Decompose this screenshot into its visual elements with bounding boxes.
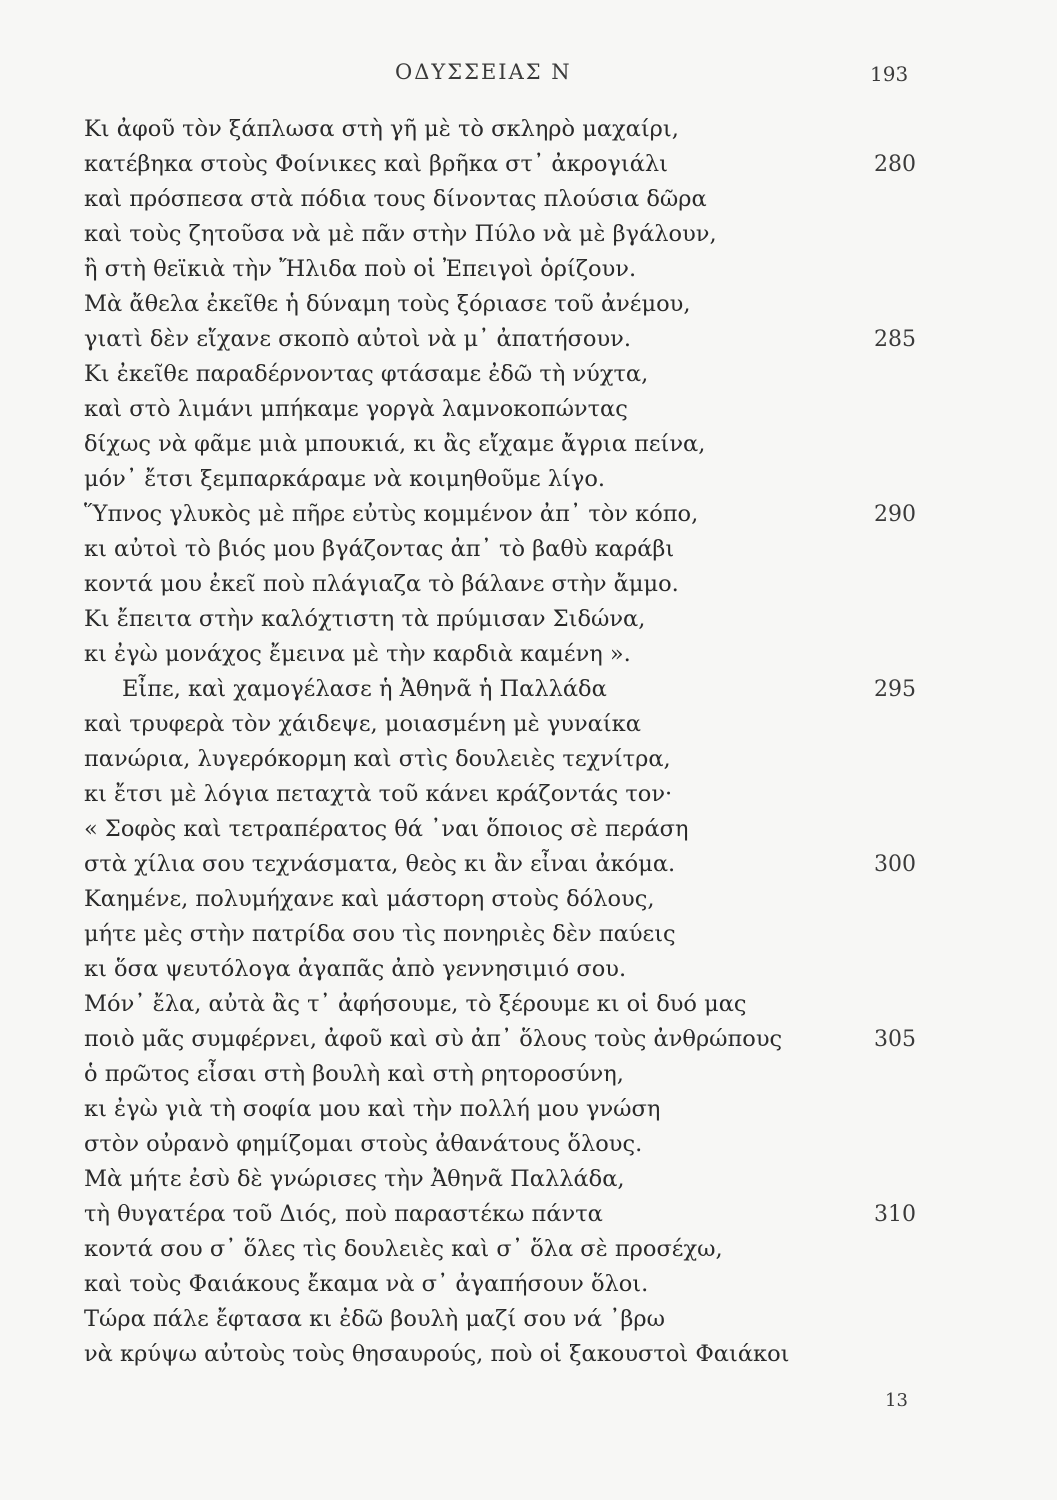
verse-text: ἢ στὴ θεϊκιὰ τὴν Ἤλιδα ποὺ οἱ Ἐπειγοὶ ὁρίζουν. <box>84 256 637 282</box>
line-number: 285 <box>874 327 916 352</box>
line-number: 305 <box>874 1027 916 1052</box>
verse-text: κι ὅσα ψευτόλογα ἀγαπᾶς ἀπὸ γεννησιμιό σου. <box>84 956 627 982</box>
verse-line <box>84 112 944 147</box>
verse-line <box>84 322 944 357</box>
verse-line <box>84 847 944 882</box>
verse-line <box>84 1022 944 1057</box>
verse-line <box>84 462 944 497</box>
verse-text: Μόν᾽ ἔλα, αὐτὰ ἂς τ᾽ ἀφήσουμε, τὸ ξέρουμε κι οἱ δυό μας <box>84 991 747 1017</box>
verse-line <box>84 532 944 567</box>
verse-text: πανώρια, λυγερόκορμη καὶ στὶς δουλειὲς τεχνίτρα, <box>84 746 671 772</box>
verse-line <box>84 1092 944 1127</box>
verse-text: καὶ στὸ λιμάνι μπήκαμε γοργὰ λαμνοκοπώντας <box>84 396 628 422</box>
verse-line <box>84 1267 944 1302</box>
verse-line <box>84 1232 944 1267</box>
verse-line <box>84 742 944 777</box>
verse-text: Κι ἀφοῦ τὸν ξάπλωσα στὴ γῆ μὲ τὸ σκληρὸ μαχαίρι, <box>84 116 679 142</box>
verse-line <box>84 812 944 847</box>
verse-text: Μὰ ἄθελα ἐκεῖθε ἡ δύναμη τοὺς ξόριασε τοῦ ἀνέμου, <box>84 291 691 317</box>
verse-line <box>84 1127 944 1162</box>
verse-text: κατέβηκα στοὺς Φοίνικες καὶ βρῆκα στ᾽ ἀκρογιάλι <box>84 151 668 177</box>
verse-text: γιατὶ δὲν εἴχανε σκοπὸ αὐτοὶ νὰ μ᾽ ἀπατήσουν. <box>84 326 631 352</box>
verse-line <box>84 217 944 252</box>
page-number: 193 <box>870 62 909 86</box>
verse-text: Κι ἔπειτα στὴν καλόχτιστη τὰ πρύμισαν Σιδώνα, <box>84 606 646 632</box>
line-number: 290 <box>874 502 916 527</box>
verse-line <box>84 287 944 322</box>
verse-line <box>84 672 944 707</box>
verse-line <box>84 182 944 217</box>
verse-line <box>84 707 944 742</box>
verse-line <box>84 1197 944 1232</box>
verse-text: στὸν οὐρανὸ φημίζομαι στοὺς ἀθανάτους ὅλους. <box>84 1131 643 1157</box>
verse-text: Κι ἐκεῖθε παραδέρνοντας φτάσαμε ἐδῶ τὴ νύχτα, <box>84 361 649 387</box>
verse-line <box>84 147 944 182</box>
verse-line <box>84 252 944 287</box>
verse-text: νὰ κρύψω αὐτοὺς τοὺς θησαυρούς, ποὺ οἱ ξακουστοὶ Φαιάκοι <box>84 1341 790 1367</box>
verse-line <box>84 567 944 602</box>
verse-text: κι ἐγὼ μονάχος ἔμεινα μὲ τὴν καρδιὰ καμένη ». <box>84 641 631 667</box>
verse-line <box>84 952 944 987</box>
verse-text: κι αὐτοὶ τὸ βιός μου βγάζοντας ἀπ᾽ τὸ βαθὺ καράβι <box>84 536 675 562</box>
verse-text: Τώρα πάλε ἔφτασα κι ἐδῶ βουλὴ μαζί σου νά ᾽βρω <box>84 1306 666 1332</box>
verse-text: καὶ τοὺς ζητοῦσα νὰ μὲ πᾶν στὴν Πύλο νὰ μὲ βγάλουν, <box>84 221 717 247</box>
verse-line <box>84 1057 944 1092</box>
verse-line <box>84 987 944 1022</box>
verse-text: στὰ χίλια σου τεχνάσματα, θεὸς κι ἂν εἶναι ἀκόμα. <box>84 851 676 877</box>
line-number: 300 <box>874 852 916 877</box>
verse-line <box>84 882 944 917</box>
verse-line <box>84 427 944 462</box>
verse-text: ὁ πρῶτος εἶσαι στὴ βουλὴ καὶ στὴ ρητοροσύνη, <box>84 1061 624 1087</box>
verse-text: Καημένε, πολυμήχανε καὶ μάστορη στοὺς δόλους, <box>84 886 655 912</box>
verse-text: καὶ τοὺς Φαιάκους ἔκαμα νὰ σ᾽ ἀγαπήσουν ὅλοι. <box>84 1271 649 1297</box>
verse-line <box>84 777 944 812</box>
verse-text: δίχως νὰ φᾶμε μιὰ μπουκιά, κι ἂς εἴχαμε ἄγρια πείνα, <box>84 431 706 457</box>
signature-mark: 13 <box>885 1390 908 1411</box>
verse-line <box>84 497 944 532</box>
verse-line <box>84 602 944 637</box>
verse-line <box>84 357 944 392</box>
line-number: 280 <box>874 152 916 177</box>
verse-text: κοντά μου ἐκεῖ ποὺ πλάγιαζα τὸ βάλανε στὴν ἄμμο. <box>84 571 679 597</box>
verse-line <box>84 392 944 427</box>
verse-text: καὶ τρυφερὰ τὸν χάιδεψε, μοιασμένη μὲ γυναίκα <box>84 711 641 737</box>
verse-text: κοντά σου σ᾽ ὅλες τὶς δουλειὲς καὶ σ᾽ ὅλα σὲ προσέχω, <box>84 1236 723 1262</box>
verse-text: Ὕπνος γλυκὸς μὲ πῆρε εὐτὺς κομμένον ἀπ᾽ τὸν κόπο, <box>84 501 699 527</box>
verse-text: κι ἔτσι μὲ λόγια πεταχτὰ τοῦ κάνει κράζοντάς τον· <box>84 781 673 807</box>
verse-line <box>84 1337 944 1372</box>
verse-text: τὴ θυγατέρα τοῦ Διός, ποὺ παραστέκω πάντα <box>84 1201 603 1227</box>
verse-text: « Σοφὸς καὶ τετραπέρατος θά ᾽ναι ὅποιος σὲ περάση <box>84 816 689 842</box>
verse-text: μήτε μὲς στὴν πατρίδα σου τὶς πονηριὲς δὲν παύεις <box>84 921 676 947</box>
verse-line <box>84 1162 944 1197</box>
verse-text: Εἶπε, καὶ χαμογέλασε ἡ Ἀθηνᾶ ἡ Παλλάδα <box>122 676 607 702</box>
verse-text: ποιὸ μᾶς συμφέρνει, ἀφοῦ καὶ σὺ ἀπ᾽ ὅλους τοὺς ἀνθρώπους <box>84 1026 783 1052</box>
verse-text: καὶ πρόσπεσα στὰ πόδια τους δίνοντας πλούσια δῶρα <box>84 186 707 212</box>
verse-line <box>84 637 944 672</box>
verse-line <box>84 917 944 952</box>
verse-text: Μὰ μήτε ἐσὺ δὲ γνώρισες τὴν Ἀθηνᾶ Παλλάδα, <box>84 1166 625 1192</box>
verse-text: κι ἐγὼ γιὰ τὴ σοφία μου καὶ τὴν πολλή μου γνώση <box>84 1096 661 1122</box>
running-title: ΟΔΥΣΣΕΙΑΣ Ν <box>395 60 572 84</box>
verse-line <box>84 1302 944 1337</box>
line-number: 310 <box>874 1202 916 1227</box>
verse-text: μόν᾽ ἔτσι ξεμπαρκάραμε νὰ κοιμηθοῦμε λίγο. <box>84 466 606 492</box>
poem-text <box>84 112 944 1372</box>
line-number: 295 <box>874 677 916 702</box>
